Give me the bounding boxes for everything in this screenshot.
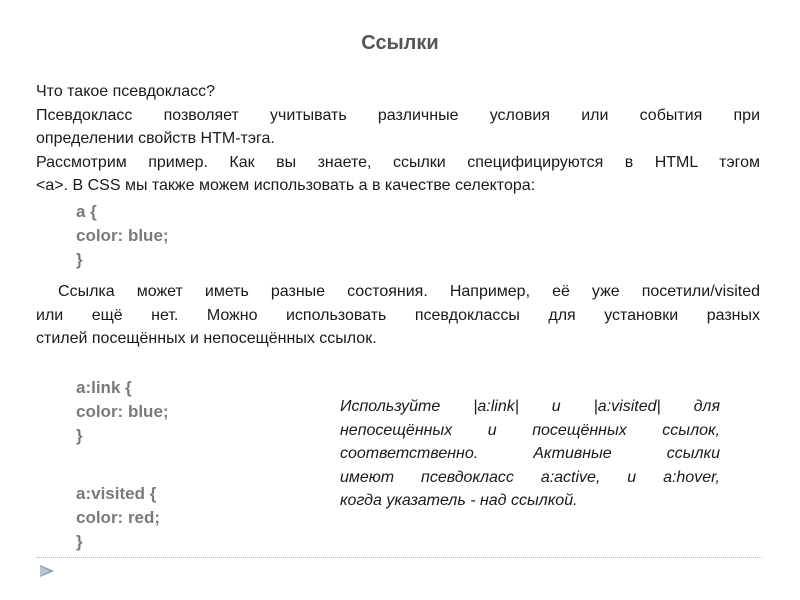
note-line: когда указатель - над ссылкой. — [340, 492, 578, 509]
note-line: непосещённых и посещённых ссылок, — [340, 421, 720, 439]
code-block-visited — [76, 482, 160, 554]
code-line: a:link { — [76, 378, 132, 397]
code-block-link — [76, 376, 169, 448]
slide-nav-arrow-icon[interactable] — [40, 564, 54, 576]
code-line: color: blue; — [76, 226, 169, 245]
code-line: a:visited { — [76, 484, 157, 503]
intro-question: Что такое псевдокласс? — [36, 83, 216, 100]
code-block-a — [76, 200, 169, 272]
slide-title: Ссылки — [361, 32, 439, 54]
code-line: color: blue; — [76, 402, 169, 421]
intro-line-4: Рассмотрим пример. Как вы знаете, ссылки специфицируются в HTML тэгом — [36, 154, 760, 171]
note-line: соответственно. Активные ссылки — [340, 445, 720, 462]
code-line: } — [76, 250, 83, 269]
states-line-3: стилей посещённых и непосещённых ссылок. — [36, 330, 377, 347]
code-line: } — [76, 426, 83, 445]
code-line: a { — [76, 202, 97, 221]
intro-line-3: определении свойств HTM-тэга. — [36, 130, 275, 147]
states-line-2: или ещё нет. Можно использовать псевдоклассы для установки разных — [36, 307, 760, 324]
intro-line-5: <a>. В CSS мы также можем использовать a в качестве селектора: — [36, 177, 536, 194]
intro-line-2: Псевдокласс позволяет учитывать различные условия или события при — [36, 107, 760, 124]
states-line-1: Ссылка может иметь разные состояния. Например, её уже посетили/visited — [36, 283, 760, 300]
code-line: } — [76, 532, 83, 551]
note-line: имеют псевдокласс a:active, и a:hover, — [340, 468, 720, 486]
pseudo-class-note — [340, 395, 720, 513]
code-line: color: red; — [76, 508, 161, 527]
footer-divider — [36, 557, 762, 558]
note-line: Используйте |a:link| и |a:visited| для — [340, 398, 720, 415]
